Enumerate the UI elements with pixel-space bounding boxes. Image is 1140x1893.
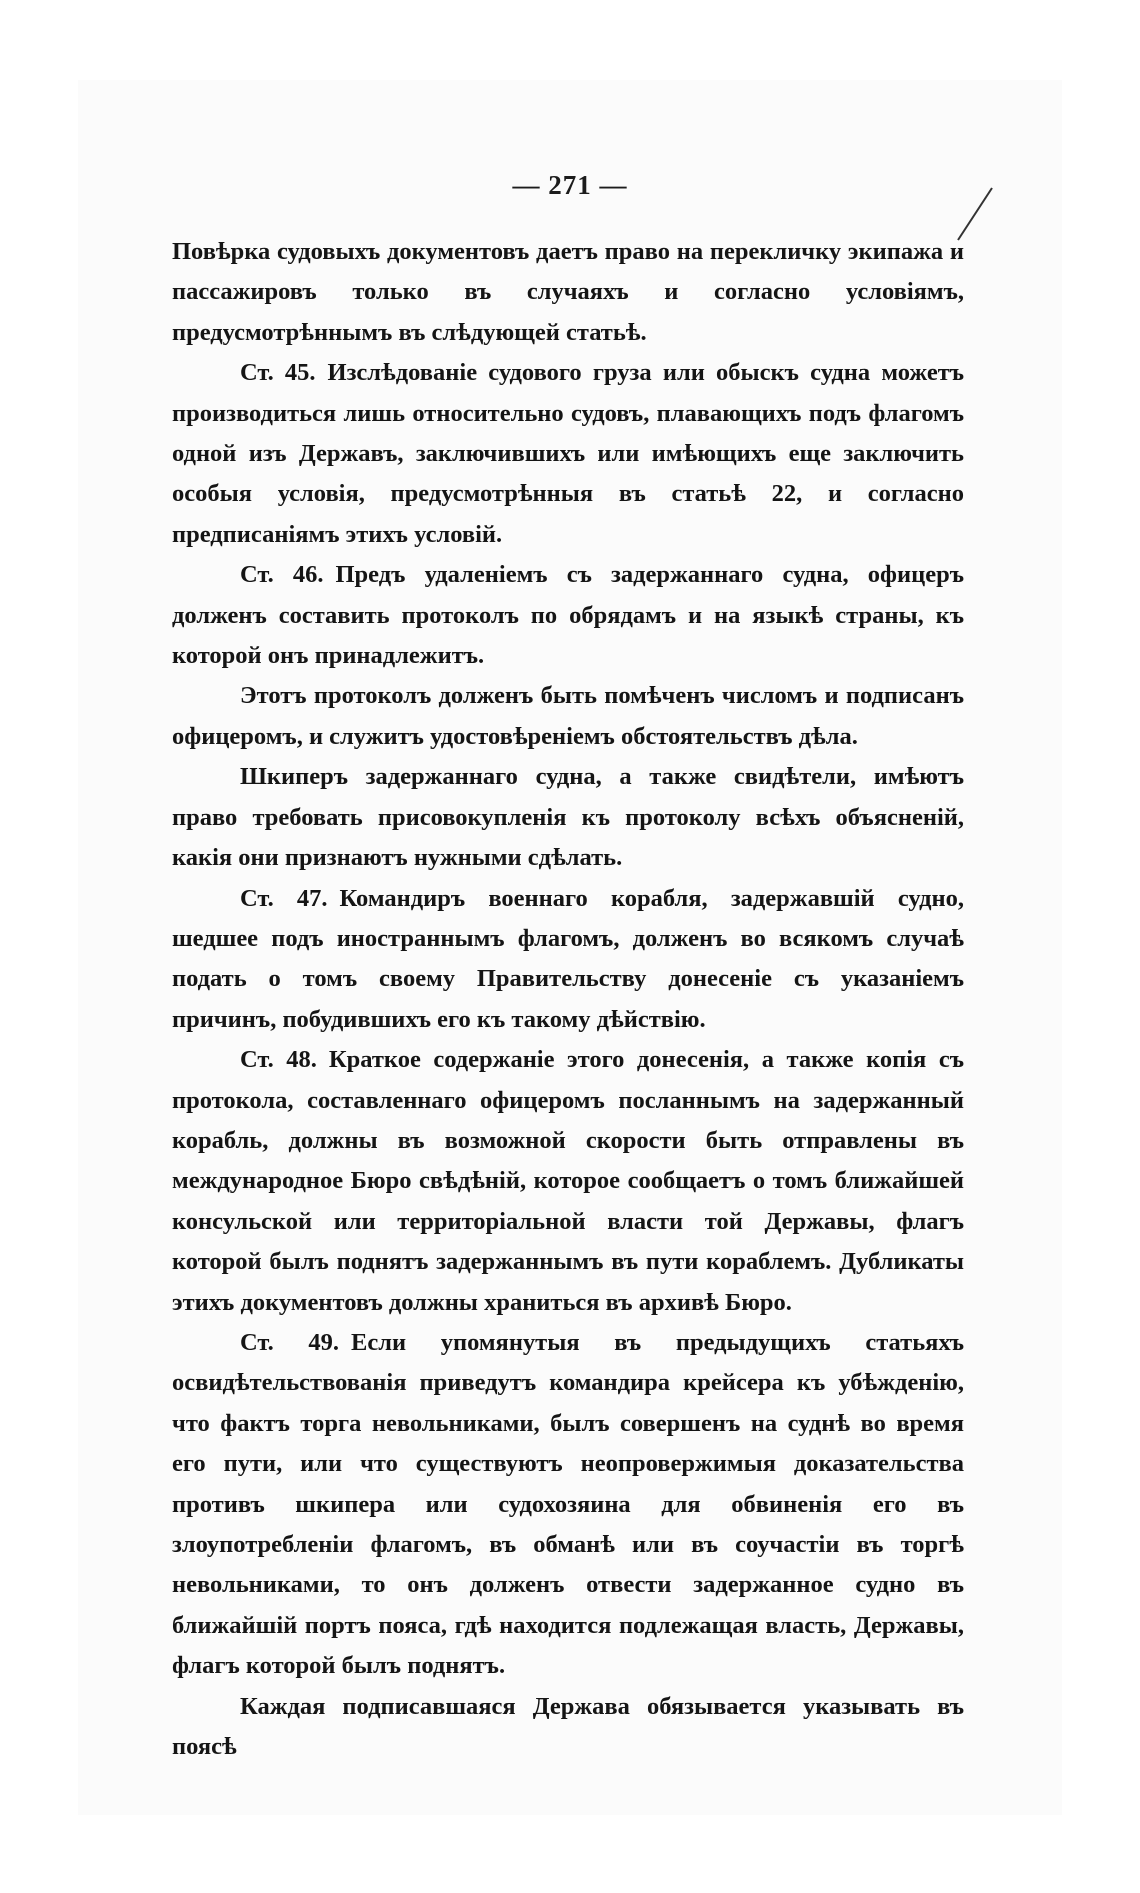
page-number: — 271 — (512, 170, 628, 200)
article-label: Ст. 47. (240, 884, 328, 912)
article-label: Ст. 49. (240, 1328, 339, 1356)
article-49 (172, 1323, 964, 1687)
paragraph-skipper (172, 757, 964, 878)
article-48 (172, 1040, 964, 1323)
paragraph-final (172, 1687, 964, 1768)
paragraph-text: Этотъ протоколъ долженъ быть помѣченъ числомъ и подписанъ офицеромъ, и служитъ удостовѣреніемъ обстоятельствъ дѣла. (172, 682, 964, 750)
article-label: Ст. 46. (240, 561, 324, 589)
body-text (172, 232, 964, 1767)
article-45 (172, 353, 964, 555)
paragraph-text: Если упомянутыя въ предыдущихъ статьяхъ освидѣтельствованія приведутъ командира крейсера къ убѣжденію, что фактъ торга невольниками, былъ совершенъ на суднѣ во время его пути, или что существуютъ неопровержимыя доказательства противъ шкипера или судохозяина для обвиненія его въ злоупотребленіи флагомъ, въ обманѣ или въ соучастіи въ торгѣ невольниками, то онъ долженъ отвести задержанное судно въ ближайшій портъ пояса, гдѣ находится подлежащая власть, Державы, флагъ которой былъ поднятъ. (172, 1328, 965, 1680)
paragraph-text: Каждая подписавшаяся Держава обязывается указывать въ поясѣ (172, 1692, 964, 1761)
paragraph-text: Повѣрка судовыхъ документовъ даетъ право на перекличку экипажа и пассажировъ только въ случаяхъ и согласно условіямъ, предусмотрѣннымъ въ слѣдующей статьѣ. (172, 238, 964, 346)
paragraph-protocol (172, 676, 964, 757)
paragraph-text: Командиръ военнаго корабля, задержавшій судно, шедшее подъ иностраннымъ флагомъ, долженъ во всякомъ случаѣ подать о томъ своему Правительству донесеніе съ указаніемъ причинъ, побудившихъ его къ такому дѣйствію. (172, 884, 964, 1033)
article-47 (172, 879, 964, 1041)
paragraph-text: Шкиперъ задержаннаго судна, а также свидѣтели, имѣютъ право требовать присовокупленія къ протоколу всѣхъ объясненій, какія они признаютъ нужными сдѣлать. (172, 763, 964, 872)
paragraph-1 (172, 232, 964, 353)
article-46 (172, 555, 964, 676)
paragraph-text: Изслѣдованіе судового груза или обыскъ судна можетъ производиться лишь относительно судовъ, плавающихъ подъ флагомъ одной изъ Державъ, заключившихъ или имѣющихъ еще заключить особыя условія, предусмотрѣнныя въ статьѣ 22, и согласно предписаніямъ этихъ условій. (172, 359, 965, 548)
paragraph-text: Предъ удаленіемъ съ задержаннаго судна, офицеръ долженъ составить протоколъ по обрядамъ и на языкѣ страны, къ которой онъ принадлежитъ. (172, 561, 965, 670)
article-label: Ст. 48. (240, 1046, 317, 1074)
paragraph-text: Краткое содержаніе этого донесенія, а также копія съ протокола, составленнаго офицеромъ посланнымъ на задержанный корабль, должны въ возможной скорости быть отправлены въ международное Бюро свѣдѣній, которое сообщаетъ о томъ ближайшей консульской или территоріальной власти той Державы, флагъ которой былъ поднятъ задержаннымъ въ пути кораблемъ. Дубликаты этихъ документовъ должны храниться въ архивѣ Бюро. (172, 1046, 964, 1316)
article-label: Ст. 45. (240, 359, 316, 387)
